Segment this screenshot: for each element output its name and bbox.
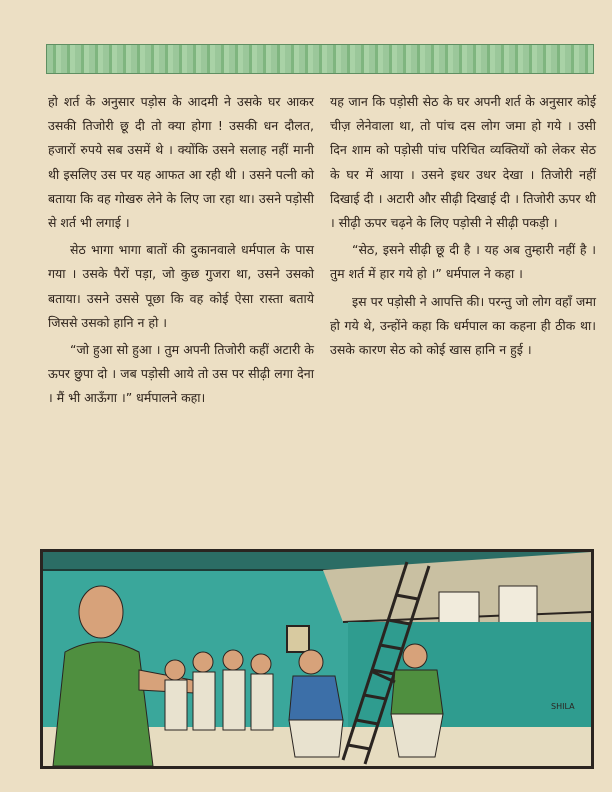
right-column: [330, 90, 596, 365]
right-paragraph-2: “सेठ, इसने सीढ़ी छू दी है । यह अब तुम्हारी नहीं है । तुम शर्त में हार गये हो ।” धर्मपाल ने कहा ।: [330, 242, 596, 282]
left-paragraph-2: सेठ भागा भागा बातों की दुकानवाले धर्मपाल के पास गया । उसके पैरों पड़ा, जो कुछ गुजरा था, उसने उसको बताया। उसने उससे पूछा कि वह कोई ऐसा रास्ता बताये जिससे उसको हानि न हो ।: [48, 242, 314, 330]
left-paragraph-1: हो शर्त के अनुसार पड़ोस के आदमी ने उसके घर आकर उसकी तिजोरी छू दी तो क्या होगा ! उसकी धन दौलत, हजारों रुपये सब उसमें थे । क्योंकि उसने सलाह नहीं मानी थी इसलिए उस पर यह आफत आ रही थी । उसने पत्नी को बताया कि वह गोखरु लेने के लिए जा रहा था। उसने पड़ोसी से शर्त भी लगाई ।: [48, 94, 314, 231]
decorative-border-band: [46, 44, 594, 74]
story-illustration: [40, 549, 594, 769]
artist-signature: SHILA: [551, 702, 575, 711]
right-paragraph-1: यह जान कि पड़ोसी सेठ के घर अपनी शर्त के अनुसार कोई चीज़ लेनेवाला था, तो पांच दस लोग जमा हो गये । उसी दिन शाम को पड़ोसी पांच परिचित व्यक्तियों को लेकर सेठ के घर में आया । उसने इधर उधर देखा । तिजोरी नहीं दिखाई दी । अटारी और सीढ़ी दिखाई दी । तिजोरी ऊपर थी । सीढ़ी ऊपर चढ़ने के लिए पड़ोसी ने सीढ़ी पकड़ी ।: [330, 94, 596, 231]
right-paragraph-3: इस पर पड़ोसी ने आपत्ति की। परन्तु जो लोग वहाँ जमा हो गये थे, उन्होंने कहा कि धर्मपाल का कहना ही ठीक था। उसके कारण सेठ को कोई खास हानि न हुई ।: [330, 293, 596, 358]
left-paragraph-3: “जो हुआ सो हुआ । तुम अपनी तिजोरी कहीं अटारी के ऊपर छुपा दो । जब पड़ोसी आये तो उस पर सीढ़ी लगा देना । मैं भी आऊँगा ।” धर्मपालने कहा।: [48, 342, 314, 406]
left-column: [48, 90, 314, 414]
illustration-scene: [43, 552, 591, 766]
